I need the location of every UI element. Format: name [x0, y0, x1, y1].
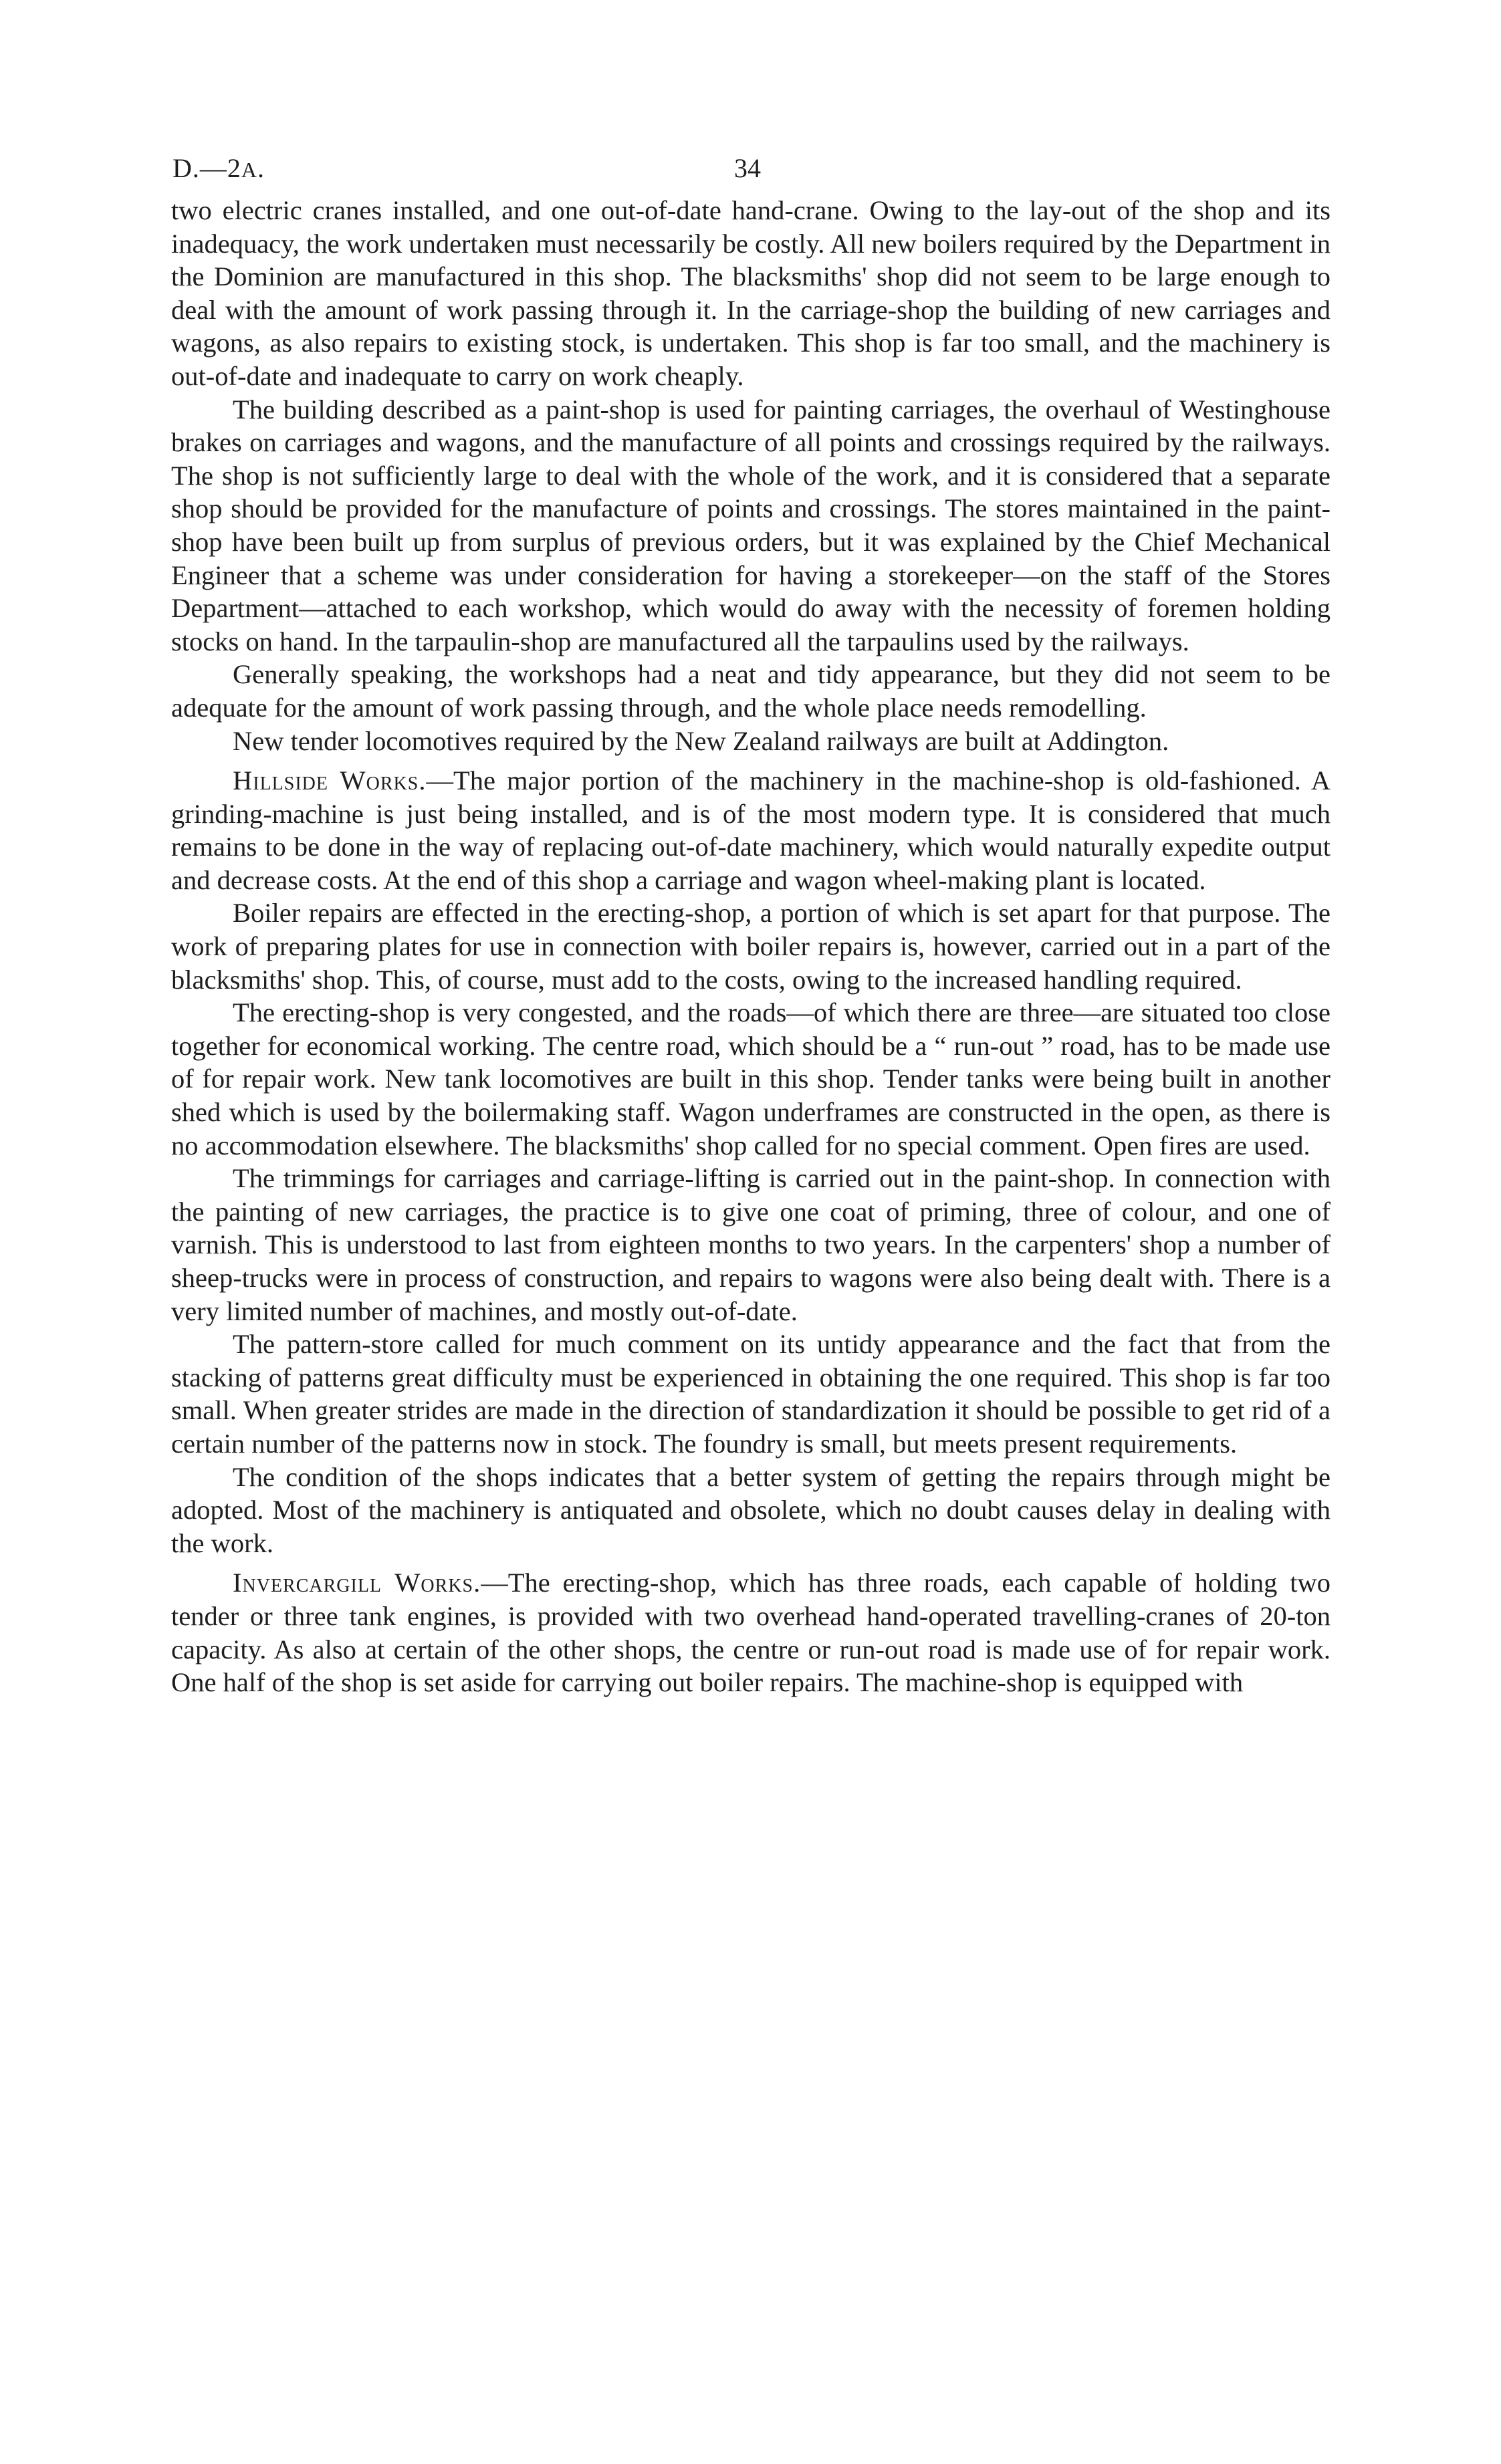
- document-code-end: .: [257, 153, 265, 183]
- page-number: 34: [734, 153, 761, 183]
- document-code-suffix: A: [241, 158, 257, 182]
- paragraph-invercargill-text: —The erecting-shop, which has three roads, each capable of holding two tender or three tank engines, is provided with two overhead hand-operated travelling-cranes of 20-ton capacity. As also at certain of the other shops, the centre or run-out road is made use of for repair work. One half of the shop is set aside for carrying out boiler repairs. The machine-shop is equipped with: [171, 1568, 1331, 1698]
- section-heading-hillside: Hillside Works.: [233, 765, 427, 796]
- section-heading-invercargill: Invercargill Works.: [233, 1568, 481, 1598]
- paragraph-trimmings: The trimmings for carriages and carriage-lifting is carried out in the paint-shop. In connection with the painting of new carriages, the practice is to give one coat of priming, three of colour, and one of varnish. This is understood to last from eighteen months to two years. In the carpenters' shop a number of sheep-trucks were in process of construction, and repairs to wagons were also being dealt with. There is a very limited number of machines, and mostly out-of-date.: [171, 1163, 1331, 1326]
- paragraph-generally: Generally speaking, the workshops had a neat and tidy appearance, but they did not seem to be adequate for the amount of work passing through, and the whole place needs remodelling.: [171, 659, 1331, 723]
- paragraph-pattern-store: The pattern-store called for much comment on its untidy appearance and the fact that from the stacking of patterns great difficulty must be experienced in obtaining the one required. This shop is far too small. When greater strides are made in the direction of standardization it should be possible to get rid of a certain number of the patterns now in stock. The foundry is small, but meets present requirements.: [171, 1329, 1331, 1459]
- paragraph-condition: The condition of the shops indicates that a better system of getting the repairs through might be adopted. Most of the machinery is antiquated and obsolete, which no doubt causes delay in dealing with the work.: [171, 1461, 1331, 1558]
- paragraph-continued: two electric cranes installed, and one out-of-date hand-crane. Owing to the lay-out of the shop and its inadequacy, the work undertaken must necessarily be costly. All new boilers required by the Department in the Dominion are manufactured in this shop. The blacksmiths' shop did not seem to be large enough to deal with the amount of work passing through it. In the carriage-shop the building of new carriages and wagons, as also repairs to existing stock, is undertaken. This shop is far too small, and the machinery is out-of-date and inadequate to carry on work cheaply.: [171, 195, 1331, 391]
- document-code-prefix: D.—2: [172, 153, 241, 183]
- paragraph-erecting-shop: The erecting-shop is very congested, and the roads—of which there are three—are situated too close together for economical working. The centre road, which should be a “ run-out ” road, has to be made use of for repair work. New tank locomotives are built in this shop. Tender tanks were being built in another shed which is used by the boilermaking staff. Wagon underframes are constructed in the open, as there is no accommodation elsewhere. The blacksmiths' shop called for no special comment. Open fires are used.: [171, 997, 1331, 1160]
- document-code: [172, 152, 265, 186]
- paragraph-boiler-repairs: Boiler repairs are effected in the erecting-shop, a portion of which is set apart for that purpose. The work of preparing plates for use in connection with boiler repairs is, however, carried out in a part of the blacksmiths' shop. This, of course, must add to the costs, owing to the increased handling required.: [171, 898, 1331, 995]
- paragraph-paint-shop: The building described as a paint-shop is used for painting carriages, the overhaul of Westinghouse brakes on carriages and wagons, and the manufacture of all points and crossings required by the railways. The shop is not sufficiently large to deal with the whole of the work, and it is considered that a separate shop should be provided for the manufacture of points and crossings. The stores maintained in the paint-shop have been built up from surplus of previous orders, but it was explained by the Chief Mechanical Engineer that a scheme was under consideration for having a storekeeper—on the staff of the Stores Department—attached to each workshop, which would do away with the necessity of foremen holding stocks on hand. In the tarpaulin-shop are manufactured all the tarpaulins used by the railways.: [171, 394, 1331, 656]
- paragraph-addington: New tender locomotives required by the New Zealand railways are built at Addington.: [233, 725, 1169, 756]
- paragraph-invercargill-works: [171, 1566, 1331, 1699]
- paragraph-hillside-text: —The major portion of the machinery in the machine-shop is old-fashioned. A grinding-machine is just being installed, and is of the most modern type. It is considered that much remains to be done in the way of replacing out-of-date machinery, which would naturally expedite output and decrease costs. At the end of this shop a carriage and wagon wheel-making plant is located.: [171, 765, 1331, 895]
- paragraph-hillside-works: [171, 764, 1331, 896]
- body-text: [171, 194, 1331, 1699]
